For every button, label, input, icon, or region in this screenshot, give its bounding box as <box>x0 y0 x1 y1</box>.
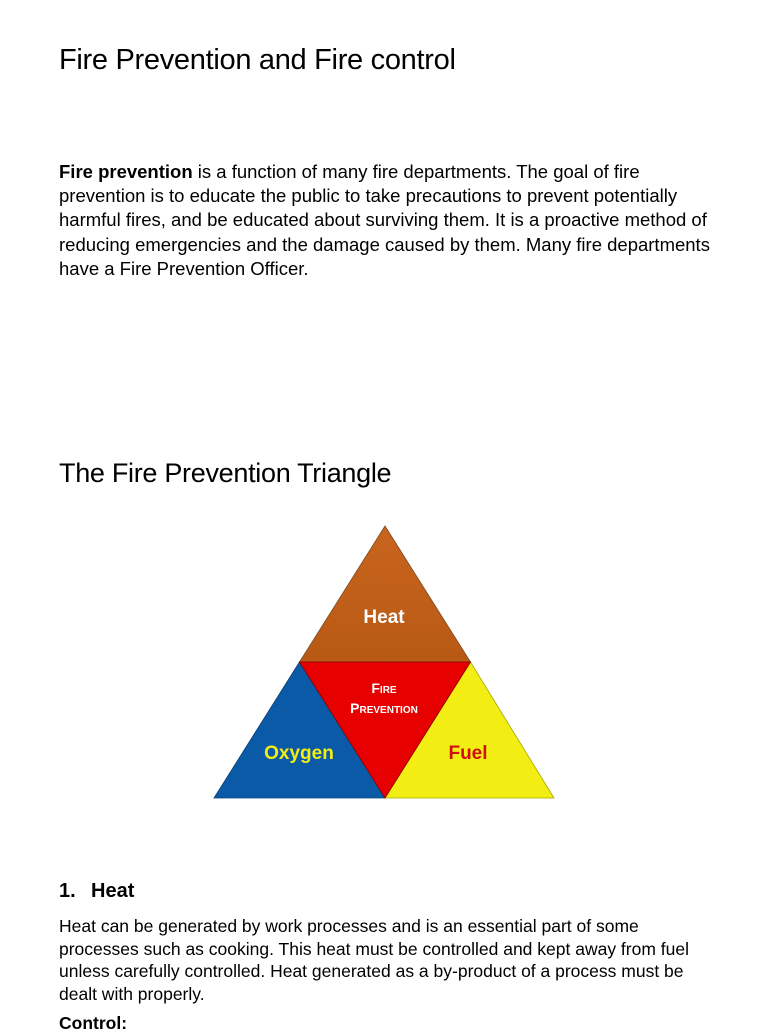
page-title: Fire Prevention and Fire control <box>59 44 456 76</box>
heat-segment <box>300 526 471 662</box>
intro-bold-term: Fire prevention <box>59 161 193 182</box>
triangle-heading: The Fire Prevention Triangle <box>59 458 392 488</box>
center-label-line2: Prevention <box>350 700 418 716</box>
section-number: 1. <box>59 880 76 902</box>
section-body-heat: Heat can be generated by work processes and is an essential part of some processes such as cooking. This heat must be controlled and kept away from fuel unless carefully controlled. Heat generated as a by-product of a process must be dealt with properly. <box>59 916 690 1004</box>
section-title: Heat <box>91 880 135 902</box>
intro-paragraph <box>59 160 719 281</box>
fuel-label: Fuel <box>448 743 488 764</box>
intro-text: is a function of many fire departments. The goal of fire prevention is to educate the public to take precautions to prevent potentially harmful fires, and be educated about surviving them. It is a proactive method of reducing emergencies and the damage caused by them. Many fire departments have a Fire Prevention Officer. <box>59 161 710 279</box>
section-heading-heat <box>59 880 134 903</box>
center-label-line1: Fire <box>371 680 397 696</box>
control-label: Control: <box>59 1013 128 1033</box>
oxygen-label: Oxygen <box>264 743 334 764</box>
fire-prevention-triangle-diagram <box>210 522 558 802</box>
heat-label: Heat <box>363 607 405 628</box>
